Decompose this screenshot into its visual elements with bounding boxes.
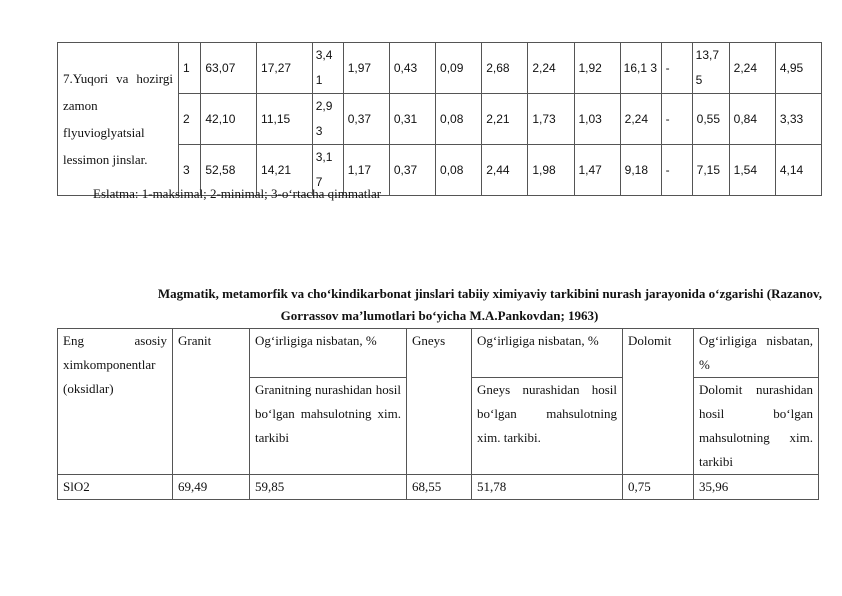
table-cell: 3,33 <box>775 94 821 145</box>
table-cell: 13,7 5 <box>692 43 729 94</box>
title-line-2: Gorrassov ma’lumotlari bo‘yicha M.A.Pankovdan; 1963) <box>280 308 599 323</box>
table-cell: 3 <box>179 145 201 196</box>
title-line-1: Magmatik, metamorfik va cho‘kindikarbonat jinslari tabiiy ximiyaviy tarkibini nurash jarayonida o‘zgarishi (Razanov, <box>157 286 822 301</box>
table-cell: 9,18 <box>620 145 661 196</box>
table-cell: 2,44 <box>482 145 528 196</box>
table-cell: 17,27 <box>257 43 313 94</box>
table-row <box>58 475 819 500</box>
header-granit: Granit <box>173 329 250 475</box>
table-cell: 59,85 <box>250 475 407 500</box>
table-cell: 16,1 3 <box>620 43 661 94</box>
table-cell: 63,07 <box>201 43 257 94</box>
header-components: Eng asosiy ximkomponentlar (oksidlar) <box>58 329 173 475</box>
header-weight-ratio: Og‘irligiga nisbatan, % <box>250 329 407 378</box>
table-cell: 1,98 <box>528 145 574 196</box>
table-header-row <box>58 329 819 378</box>
header-weight-ratio: Og‘irligiga nisbatan, % <box>472 329 623 378</box>
subheader-granit: Granitning nurashidan hosil bo‘lgan mahsulotning xim. tarkibi <box>250 378 407 475</box>
table-cell: 2,24 <box>528 43 574 94</box>
table-cell: 14,21 <box>257 145 313 196</box>
table-cell: 2,21 <box>482 94 528 145</box>
weathering-table <box>57 328 819 500</box>
table-cell: 0,09 <box>436 43 482 94</box>
table-cell: 2,68 <box>482 43 528 94</box>
table-cell: 4,14 <box>775 145 821 196</box>
table-cell: 0,43 <box>389 43 435 94</box>
table-cell: 0,31 <box>389 94 435 145</box>
table-cell: 2,24 <box>729 43 775 94</box>
table-title <box>57 283 822 327</box>
analysis-table <box>57 42 822 196</box>
table-cell: 1,73 <box>528 94 574 145</box>
table-cell: 1 <box>179 43 201 94</box>
table-cell: 2,9 3 <box>312 94 343 145</box>
table-cell: 35,96 <box>694 475 819 500</box>
table-cell: 7,15 <box>692 145 729 196</box>
rock-type-label: 7.Yuqori va hozirgi zamon flyuvioglyatsial lessimon jinslar. <box>58 43 179 196</box>
table-cell: - <box>661 94 692 145</box>
table-cell: - <box>661 145 692 196</box>
table-cell: 0,37 <box>343 94 389 145</box>
table-cell: 1,54 <box>729 145 775 196</box>
table-cell: 0,37 <box>389 145 435 196</box>
table-cell: 1,17 <box>343 145 389 196</box>
table-cell: SlO2 <box>58 475 173 500</box>
table-cell: 2 <box>179 94 201 145</box>
table-cell: 1,97 <box>343 43 389 94</box>
table-cell: 69,49 <box>173 475 250 500</box>
table-cell: 11,15 <box>257 94 313 145</box>
table-note: Eslatma: 1-maksimal; 2-minimal; 3-o‘rtacha qimmatlar <box>93 186 382 201</box>
table-cell: 1,47 <box>574 145 620 196</box>
subheader-dolomit: Dolomit nurashidan hosil bo‘lgan mahsulotning xim. tarkibi <box>694 378 819 475</box>
table-cell: 0,08 <box>436 145 482 196</box>
table-cell: 1,92 <box>574 43 620 94</box>
header-gneys: Gneys <box>407 329 472 475</box>
table-cell: 52,58 <box>201 145 257 196</box>
table-cell: 0,08 <box>436 94 482 145</box>
table-cell: 3,1 7 <box>312 145 343 196</box>
table-cell: 42,10 <box>201 94 257 145</box>
table-cell: 3,4 1 <box>312 43 343 94</box>
table-cell: 1,03 <box>574 94 620 145</box>
table-row <box>58 43 822 94</box>
table-cell: 0,55 <box>692 94 729 145</box>
table-cell: 0,75 <box>623 475 694 500</box>
table-cell: 0,84 <box>729 94 775 145</box>
table-cell: 68,55 <box>407 475 472 500</box>
header-weight-ratio: Og‘irligiga nisbatan, % <box>694 329 819 378</box>
table-cell: 2,24 <box>620 94 661 145</box>
table-cell: 51,78 <box>472 475 623 500</box>
table-cell: - <box>661 43 692 94</box>
header-dolomit: Dolomit <box>623 329 694 475</box>
subheader-gneys: Gneys nurashidan hosil bo‘lgan mahsulotning xim. tarkibi. <box>472 378 623 475</box>
table-cell: 4,95 <box>775 43 821 94</box>
